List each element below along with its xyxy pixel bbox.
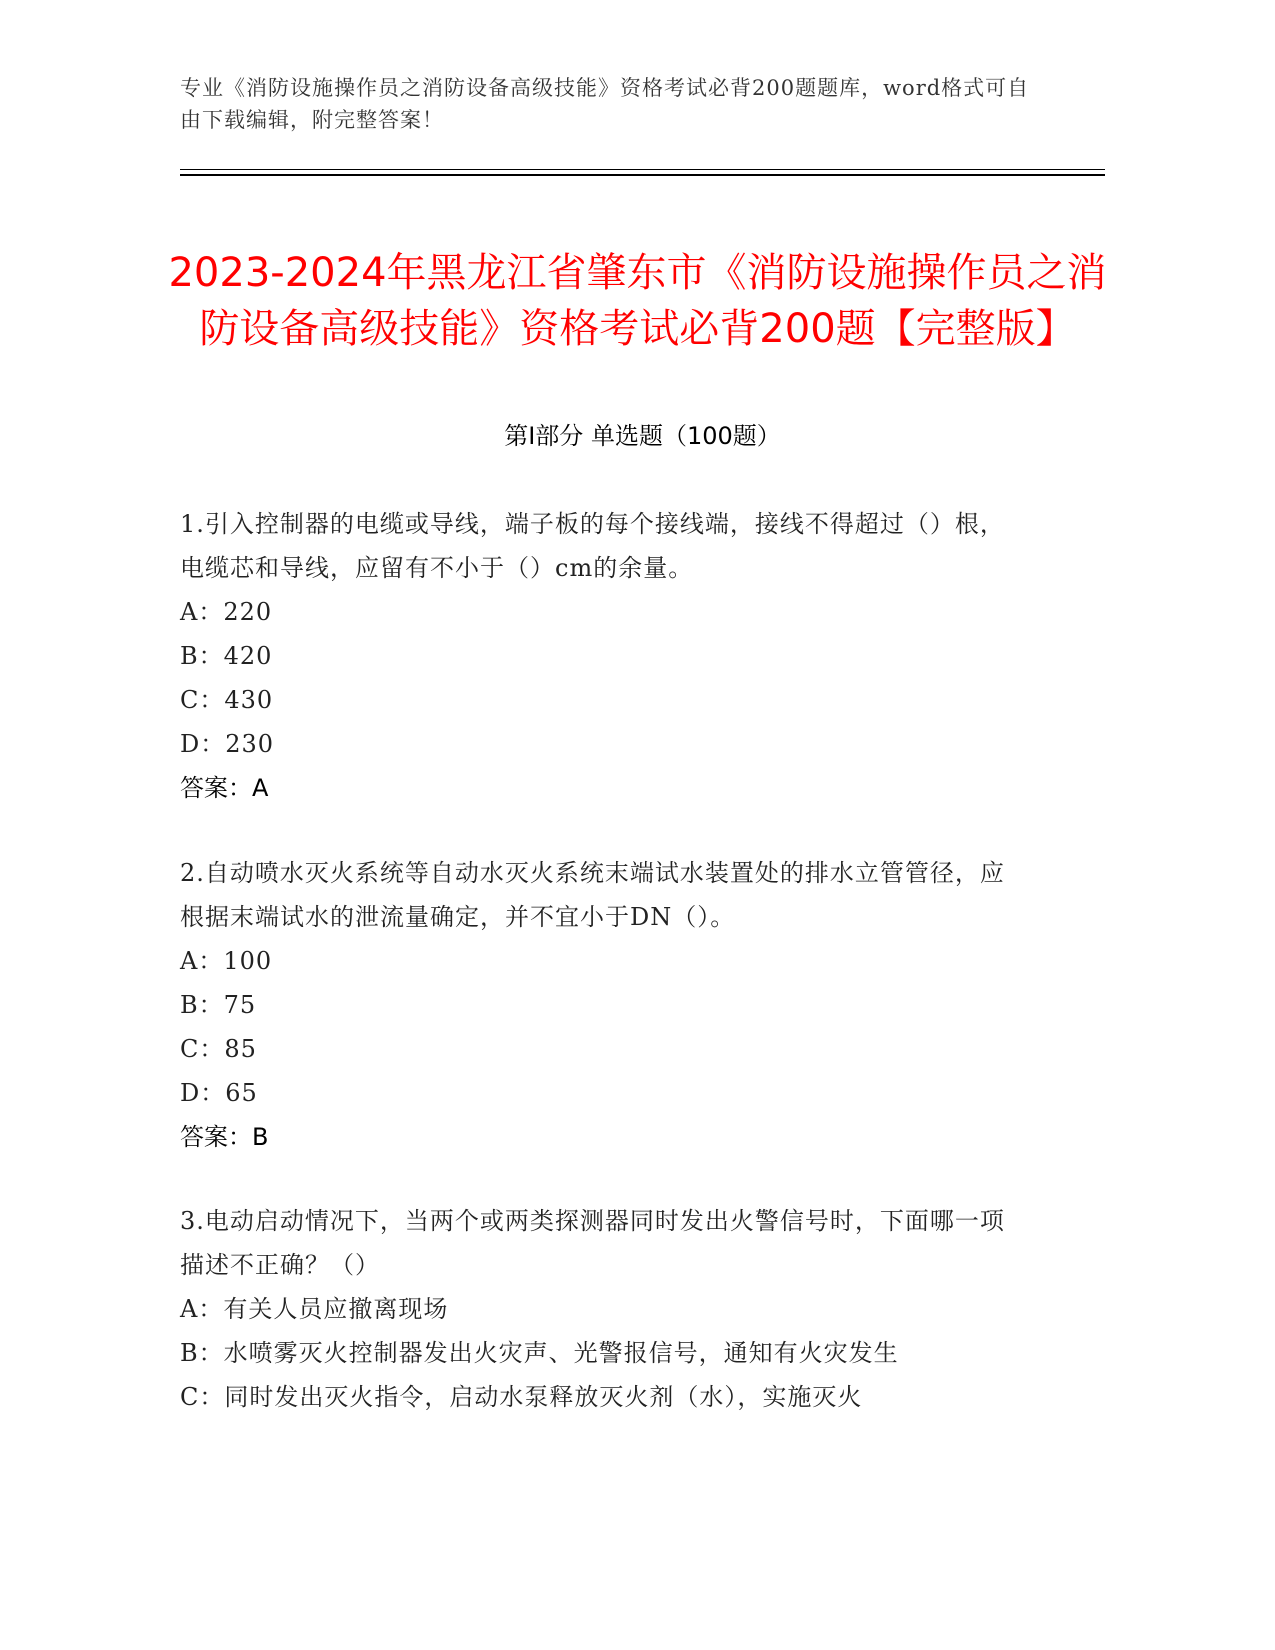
option-a: A：220 bbox=[180, 598, 273, 626]
option-c: C：85 bbox=[180, 1035, 257, 1063]
header-note: 专业《消防设施操作员之消防设备高级技能》资格考试必背200题题库，word格式可自由下载编辑，附完整答案！ bbox=[180, 76, 1030, 132]
option-d: D：230 bbox=[180, 730, 275, 758]
question-stem: 1.引入控制器的电缆或导线，端子板的每个接线端，接线不得超过（）根，电缆芯和导线，应留有不小于（）cm的余量。 bbox=[180, 510, 1005, 582]
answer: 答案：B bbox=[180, 1123, 269, 1151]
question-3 bbox=[180, 1199, 1020, 1419]
option-a: A：100 bbox=[180, 947, 273, 975]
option-b: B：75 bbox=[180, 991, 257, 1019]
option-c: C：同时发出灭火指令，启动水泵释放灭火剂（水），实施灭火 bbox=[180, 1383, 863, 1411]
option-b: B：水喷雾灭火控制器发出火灾声、光警报信号，通知有火灾发生 bbox=[180, 1339, 899, 1367]
answer: 答案：A bbox=[180, 774, 269, 802]
header-divider-thick bbox=[180, 174, 1105, 176]
question-stem: 3.电动启动情况下，当两个或两类探测器同时发出火警信号时，下面哪一项描述不正确？（） bbox=[180, 1207, 1005, 1279]
document-title: 2023-2024年黑龙江省肇东市《消防设施操作员之消防设备高级技能》资格考试必背200题【完整版】 bbox=[168, 249, 1107, 352]
option-d: D：65 bbox=[180, 1079, 258, 1107]
section-heading: 第I部分 单选题（100题） bbox=[504, 422, 781, 450]
question-stem: 2.自动喷水灭火系统等自动水灭火系统末端试水装置处的排水立管管径，应根据末端试水的泄流量确定，并不宜小于DN（）。 bbox=[180, 859, 1005, 931]
question-1 bbox=[180, 502, 1020, 810]
header-divider-thin bbox=[180, 169, 1105, 170]
question-2 bbox=[180, 851, 1020, 1159]
option-a: A：有关人员应撤离现场 bbox=[180, 1295, 449, 1323]
option-b: B：420 bbox=[180, 642, 273, 670]
option-c: C：430 bbox=[180, 686, 274, 714]
